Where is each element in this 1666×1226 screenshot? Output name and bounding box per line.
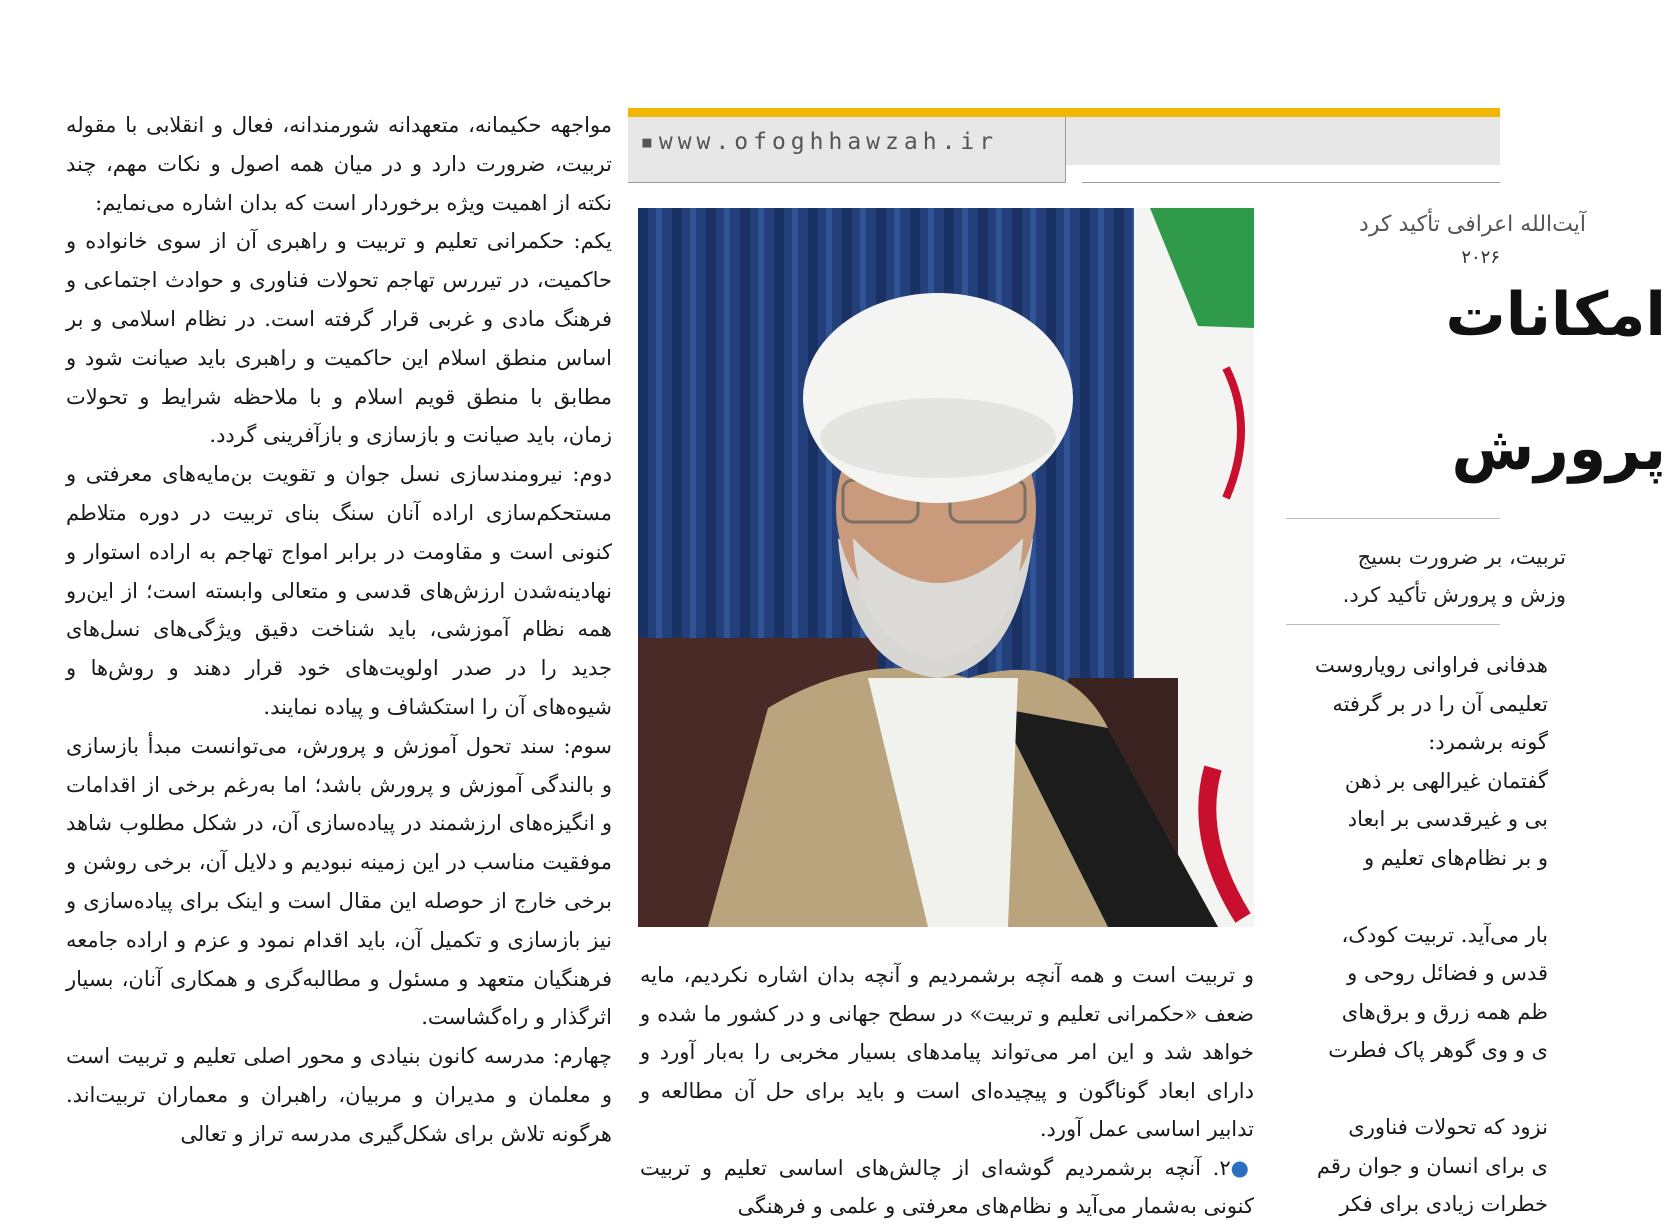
divider [1286, 624, 1500, 625]
paragraph: و تربیت است و همه آنچه برشمردیم و آنچه بدان اشاره نکردیم، مایه ضعف «حکمرانی تعلیم و تربیت» در سطح جهانی و در کشور ما شده و خواهد شد و این امر می‌تواند پیامدهای بسیار مخربی را به‌بار آورد و دارای ابعاد گوناگون و پیچیده‌ای است و باید برای حل آن مطالعه و تدابیر اساسی عمل آورد. [640, 963, 1254, 1141]
lead-line: وزش و پرورش تأکید کرد. [1342, 583, 1566, 607]
paragraph: ●۲. آنچه برشمردیم گوشه‌ای از چالش‌های اساسی تعلیم و تربیت کنونی به‌شمار می‌آید و نظام‌های معرفتی و علمی و فرهنگی [640, 1154, 1254, 1218]
text-line: بار می‌آید. تربیت کودک، [1341, 922, 1548, 947]
text-line: بی و غیرقدسی بر ابعاد [1347, 807, 1548, 831]
text-line: نزود که تحولات فناوری [1348, 1115, 1548, 1139]
text-line: گونه برشمرد: [1428, 730, 1548, 754]
website-box [628, 117, 1066, 183]
text-line [1288, 1070, 1548, 1109]
text-line: خطرات زیادی برای فکر [1339, 1192, 1548, 1216]
lead-line: تربیت، بر ضرورت بسیج [1357, 545, 1566, 569]
issue-date: ۲۰۲۶ [1461, 247, 1500, 268]
paragraph: سوم: سند تحول آموزش و پرورش، می‌توانست مبدأ بازسازی و بالندگی آموزش و پرورش باشد؛ اما به‌رغم برخی از اقدامات و انگیزه‌های ارزشمند در پیاده‌سازی آن، در شکل مطلوب شاهد موفقیت مناسب در این زمینه نبودیم و دلایل آن، برخی روشن و برخی خارج از حوصله این مقال است و اینک برای پیاده‌سازی و نیز بازسازی و تکمیل آن، باید اقدام نمود و عزم و اراده جامعه فرهنگیان متعهد و مسئول و مطالبه‌گری و همکاری آنان، بسیار اثرگذار و راه‌گشاست. [66, 733, 612, 1030]
bullet-icon: ● [1230, 1154, 1254, 1180]
article-kicker: آیت‌الله اعرافی تأکید کرد [1359, 212, 1586, 237]
website-url[interactable]: ▪www.ofoghhawzah.ir [640, 129, 999, 155]
left-text-column [66, 106, 612, 1154]
text-line: ی برای انسان و جوان رقم [1316, 1153, 1548, 1178]
headline-line-1: امکانات [1445, 280, 1666, 350]
masthead-rule [1082, 182, 1500, 183]
headline-line-2: پرورش [1451, 414, 1666, 484]
text-line: ی و وی گوهر پاک فطرت [1328, 1038, 1548, 1062]
text-line: گفتمان غیرالهی بر ذهن [1344, 768, 1548, 793]
text-line: و بر نظام‌های تعلیم و [1363, 845, 1548, 870]
middle-text-column [640, 956, 1254, 1226]
portrait-photo [638, 208, 1254, 927]
paragraph: مواجهه حکیمانه، متعهدانه شورمندانه، فعال و انقلابی با مقوله تربیت، ضرورت دارد و در میان همه اصول و نکات مهم، چند نکته از اهمیت ویژه برخوردار است که بدان اشاره می‌نمایم: [66, 113, 612, 215]
masthead-accent-bar [628, 108, 1500, 117]
text-line: هدفانی فراوانی رویاروست [1314, 653, 1548, 677]
right-text-column [1288, 646, 1548, 1224]
text-line [1288, 877, 1548, 916]
article-lead [1286, 538, 1566, 614]
text-line: قدس و فضائل روحی و [1347, 961, 1548, 985]
text-line: تعلیمی آن را در بر گرفته [1332, 691, 1548, 716]
paragraph: چهارم: مدرسه کانون بنیادی و محور اصلی تعلیم و تربیت است و معلمان و مدیران و مربیان، راهبران و معماران تربیت‌اند. هرگونه تلاش برای شکل‌گیری مدرسه تراز و تعالی [66, 1044, 612, 1146]
divider [1286, 518, 1500, 519]
paragraph: یکم: حکمرانی تعلیم و تربیت و راهبری آن از سوی خانواده و حاکمیت، در تیررس تهاجم تحولات فناوری و حوادث اجتماعی و فرهنگ مادی و غربی قرار گرفته است. در نظام اسلامی و بر اساس منطق اسلام این حاکمیت و راهبری باید صیانت شود و مطابق با منطق قویم اسلام و با ملاحظه شرایط و تحولات زمان، باید صیانت و بازسازی و بازآفرینی گردد. [66, 229, 612, 448]
paragraph: دوم: نیرومندسازی نسل جوان و تقویت بن‌مایه‌های معرفتی و مستحکم‌سازی اراده آنان سنگ بنای تربیت در دوره متلاطم کنونی است و مقاومت در برابر امواج تهاجم به اراده استوار و نهادینه‌شدن ارزش‌های قدسی و متعالی وابسته است؛ از این‌رو همه نظام آموزشی، باید شناخت دقیق ویژگی‌های نسل‌های جدید را در صدر اولویت‌های خود قرار دهند و روش‌ها و شیوه‌های آن را استکشاف و پیاده نمایند. [66, 462, 612, 719]
text-line: ظم همه زرق و برق‌های [1341, 999, 1548, 1024]
